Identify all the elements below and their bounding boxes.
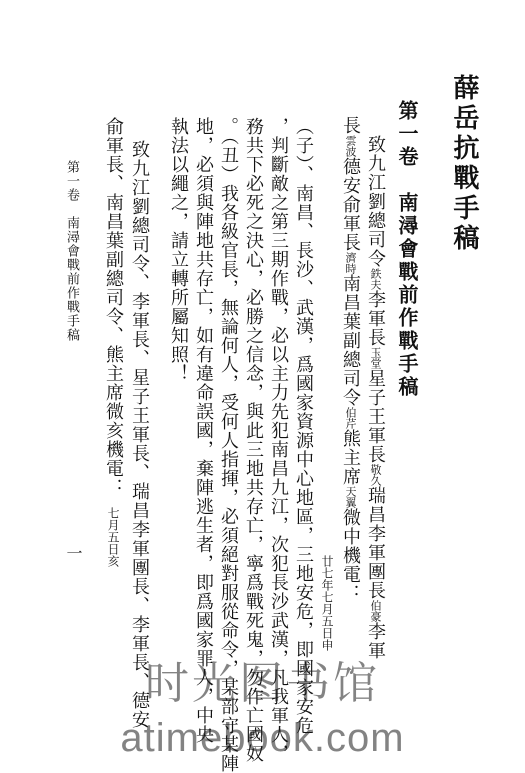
- telegram1-line2-prefix: 長: [340, 116, 361, 135]
- telegram1-line1: [366, 135, 384, 660]
- page-number: 一: [64, 545, 83, 561]
- telegram1-date: 廿七年七月五日申: [320, 555, 334, 651]
- telegram1-line1-suffix: 李軍: [365, 622, 386, 660]
- telegram1-line1-note3: 敬久: [369, 464, 382, 486]
- watermark-cn: 时光图书馆: [145, 658, 380, 709]
- body-line-5: 地，必須與陣地共存亡，如有違命誤國，棄陣逃生者，即爲國家罪人，中央: [193, 117, 214, 744]
- telegram1-line2: [341, 116, 359, 603]
- body-line-3: 務共下必死之決心，必勝之信念，與此三地共存亡，寧爲戰死鬼，勿作亡國奴: [243, 117, 264, 763]
- running-title: 第一卷 南潯會戰前作戰手稿: [64, 160, 79, 342]
- telegram1-line1-note4: 伯豪: [369, 600, 382, 622]
- book-title: 薛岳抗戰手稿: [449, 74, 479, 254]
- telegram1-line2-mid3: 熊主席: [340, 429, 361, 486]
- body-line-1: （子）、南昌、長沙、武漢，爲國家資源中心地區，三地安危，即國家安危: [293, 117, 314, 735]
- body-line-6: 執法以繩之，請立轉所屬知照！: [168, 117, 189, 383]
- telegram1-line2-mid1: 德安俞軍長: [340, 157, 361, 252]
- body-line-4: 。（丑）我各級官長，無論何人，受何人指揮，必須絕對服從命令，某部守某陣: [218, 117, 239, 773]
- body-line-2: ，判斷敵之第三期作戰，必以主力先犯南昌九江，次犯長沙武漢，凡我軍人，: [268, 117, 289, 763]
- chapter-title: 第一卷 南潯會戰前作戰手稿: [395, 100, 419, 399]
- telegram1-line1-note1: 鉄夫: [369, 268, 382, 290]
- telegram1-line2-note3: 伯芹: [344, 407, 357, 429]
- telegram2-line2: [104, 117, 122, 567]
- watermark-url: atimebook.com: [120, 716, 405, 760]
- telegram1-line2-note2: 濟時: [344, 252, 357, 274]
- telegram1-line1-mid2: 星子王軍長: [365, 369, 386, 464]
- telegram1-line2-mid2: 南昌葉副總司令: [340, 274, 361, 407]
- telegram2-line1: 致九江劉總司令、李軍長、星子王軍長、瑞昌李軍團長、李軍長、德安: [129, 140, 150, 729]
- telegram1-line1-note2: 玉堂: [369, 347, 382, 369]
- telegram1-line2-note4: 天翼: [344, 486, 357, 508]
- telegram2-line2-text: 俞軍長、南昌葉副總司令、熊主席微亥機電：: [103, 117, 124, 497]
- telegram1-line2-note1: 雲波: [344, 135, 357, 157]
- telegram1-line2-suffix: 微中機電：: [340, 508, 361, 603]
- telegram1-line1-mid3: 瑞昌李軍團長: [365, 486, 386, 600]
- telegram2-date: 七月五日亥: [106, 507, 120, 567]
- telegram1-line1-mid1: 李軍長: [365, 290, 386, 347]
- telegram1-line1-prefix: 致九江劉總司令: [365, 135, 386, 268]
